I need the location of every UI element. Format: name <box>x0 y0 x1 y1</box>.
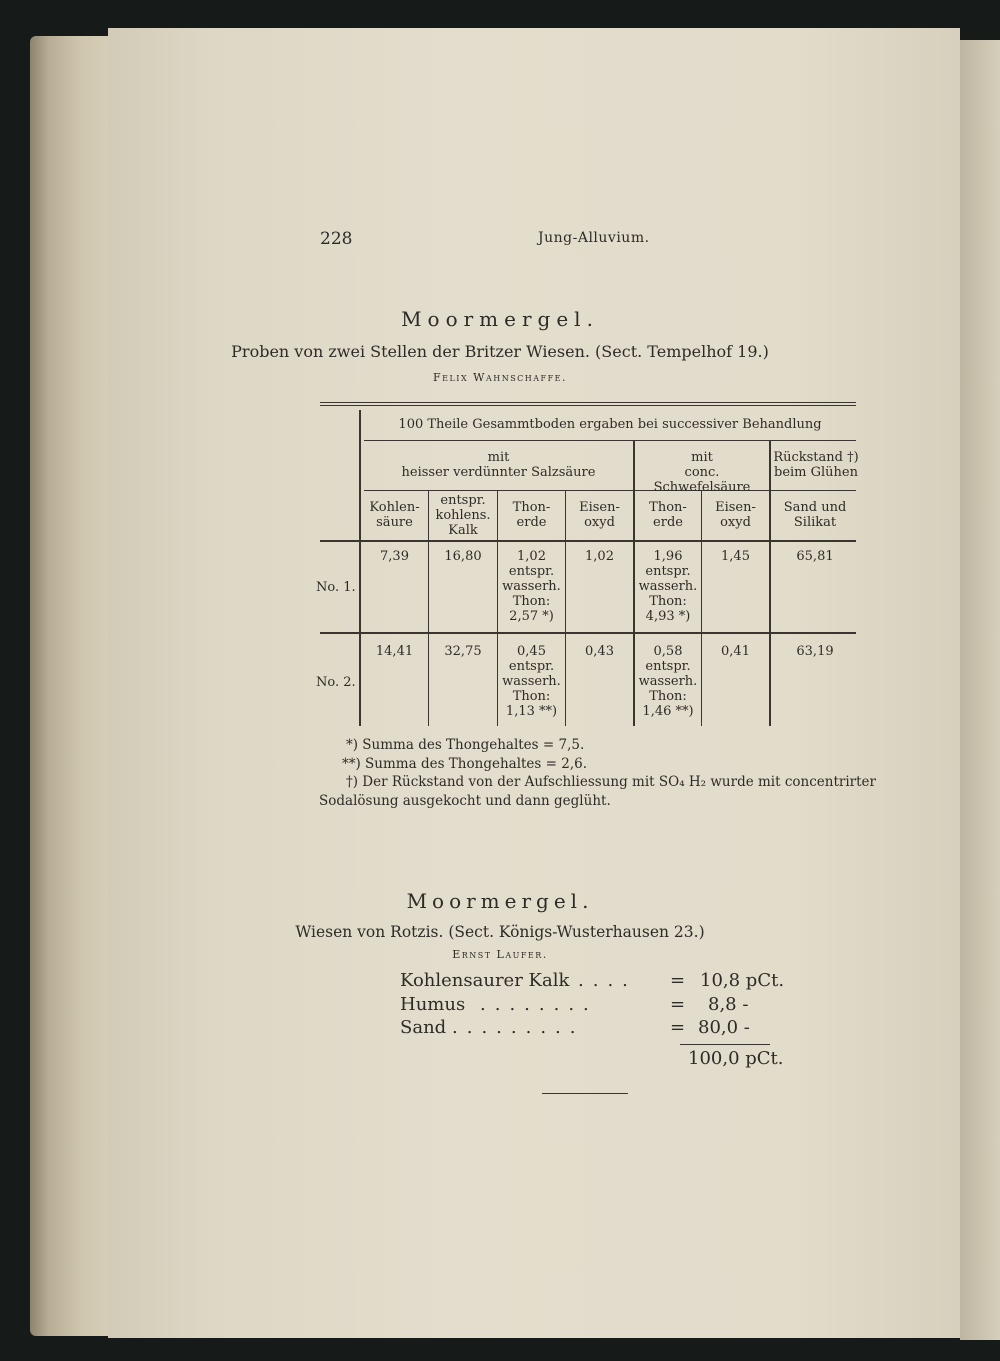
col-header-line: erde <box>653 515 683 530</box>
table-top-rule-double <box>320 405 856 406</box>
item-dots: .... <box>578 970 637 991</box>
col-header-line: oxyd <box>584 515 615 530</box>
row1-eisenoxyd-schwefel: 1,45 <box>721 549 750 564</box>
group-schwefelsaeure-line2: conc. Schwefelsäure <box>653 465 751 495</box>
cell-line: 1,02 <box>517 549 546 564</box>
running-head: Jung-Alluvium. <box>538 230 650 246</box>
sum-rule <box>680 1044 770 1045</box>
end-rule <box>542 1093 628 1094</box>
col-header-line: kohlens. <box>435 508 491 523</box>
col-header-line: säure <box>376 515 413 530</box>
cell-line: 1,13 **) <box>505 704 558 719</box>
item-name: Kohlensaurer Kalk <box>400 970 570 991</box>
cell-line: entspr. <box>645 564 691 579</box>
item-dots: ......... <box>452 1017 585 1038</box>
cell-line: 2,57 *) <box>509 609 554 624</box>
rule-col6 <box>769 440 771 726</box>
cell-line: 1,96 <box>653 549 683 564</box>
col-header-sand <box>771 500 859 530</box>
cell-line: wasserh. <box>638 674 698 689</box>
item-value: 10,8 pCt. <box>700 970 785 991</box>
cell-line: Thon: <box>649 689 687 704</box>
total-value: 100,0 pCt. <box>688 1048 784 1069</box>
cell-line: 0,45 <box>517 644 546 659</box>
cell-line: 4,93 *) <box>645 609 691 624</box>
col-header-line: Kohlen- <box>369 500 420 515</box>
section1-author: Felix Wahnschaffe. <box>433 371 567 384</box>
cell-line: Thon: <box>649 594 687 609</box>
col-header-line: Thon- <box>512 500 551 515</box>
section1-subtitle: Proben von zwei Stellen der Britzer Wiesen. (Sect. Tempelhof 19.) <box>231 342 769 361</box>
section2-subtitle: Wiesen von Rotzis. (Sect. Königs-Wusterhausen 23.) <box>295 923 705 941</box>
rule-under-top-header <box>364 440 856 441</box>
group-rueckstand-line2: beim Glühen <box>774 465 858 480</box>
col-header-line: oxyd <box>720 515 751 530</box>
row2-eisenoxyd-schwefel: 0,41 <box>721 644 750 659</box>
section1-title: Moormergel. <box>401 307 599 331</box>
cell-line: Thon: <box>512 689 551 704</box>
col-header-line: erde <box>516 515 547 530</box>
group-rueckstand-line1: Rückstand †) <box>773 450 859 465</box>
row2-eisenoxyd-salz: 0,43 <box>585 644 614 659</box>
row2-label: No. 2. <box>316 675 356 690</box>
cell-line: entspr. <box>645 659 691 674</box>
section2-author: Ernst Laufer. <box>452 948 548 961</box>
cell-line: entspr. <box>508 659 555 674</box>
item-equals: = <box>670 1017 686 1038</box>
item-equals: = <box>670 970 686 991</box>
item-dots: ........ <box>480 994 598 1015</box>
rule-under-groups <box>364 490 856 491</box>
page-number: 228 <box>320 229 353 249</box>
col-header-kalk <box>429 493 497 538</box>
rule-between-rows <box>320 632 856 634</box>
item-value: 8,8 - <box>708 994 749 1015</box>
row1-thonerde-schwefel <box>635 549 701 624</box>
footnote-3: †) Der Rückstand von der Aufschliessung mit SO₄ H₂ wurde mit concentrirter <box>346 774 876 790</box>
rule-under-columns <box>320 540 856 542</box>
table-top-rule <box>320 402 856 403</box>
col-header-eisenoxyd-schwefel <box>702 500 769 530</box>
row1-kohlensaeure: 7,39 <box>380 549 409 564</box>
section2-title: Moormergel. <box>406 889 594 913</box>
item-equals: = <box>670 994 686 1015</box>
col-header-thonerde-salz <box>498 500 565 530</box>
col-header-kohlensaeure <box>361 500 428 530</box>
footnote-2: **) Summa des Thongehaltes = 2,6. <box>342 756 588 772</box>
item-name: Humus <box>400 994 466 1015</box>
item-name: Sand <box>400 1017 447 1038</box>
footnote-3-cont: Sodalösung ausgekocht und dann geglüht. <box>319 793 611 809</box>
col-header-line: Sand und <box>783 500 847 515</box>
row1-kalk: 16,80 <box>444 549 482 564</box>
cell-line: wasserh. <box>638 579 698 594</box>
cell-line: 1,46 **) <box>642 704 694 719</box>
row1-eisenoxyd-salz: 1,02 <box>585 549 614 564</box>
group-salzsaeure-line1: mit <box>487 450 510 465</box>
group-schwefelsaeure-line1: mit <box>691 450 713 465</box>
cell-line: wasserh. <box>502 674 561 689</box>
row2-kohlensaeure: 14,41 <box>375 644 414 659</box>
row1-label: No. 1. <box>316 580 356 595</box>
item-value: 80,0 - <box>698 1017 750 1038</box>
col-header-line: entspr. <box>440 493 486 508</box>
row1-sand: 65,81 <box>796 549 834 564</box>
footnote-1: *) Summa des Thongehaltes = 7,5. <box>346 737 585 753</box>
group-schwefelsaeure <box>635 450 769 495</box>
cell-line: Thon: <box>512 594 551 609</box>
row2-thonerde-salz <box>498 644 565 719</box>
row2-thonerde-schwefel <box>635 644 701 719</box>
cell-line: 0,58 <box>653 644 683 659</box>
table-top-header: 100 Theile Gesammtboden ergaben bei successiver Behandlung <box>398 417 822 432</box>
row2-sand: 63,19 <box>796 644 834 659</box>
col-header-eisenoxyd-salz <box>566 500 633 530</box>
row2-kalk: 32,75 <box>444 644 482 659</box>
col-header-line: Eisen- <box>579 500 620 515</box>
col-header-line: Kalk <box>448 523 478 538</box>
cell-line: entspr. <box>508 564 555 579</box>
group-rueckstand <box>771 450 861 480</box>
cell-line: wasserh. <box>502 579 561 594</box>
group-salzsaeure-line2: heisser verdünnter Salzsäure <box>401 465 596 480</box>
col-header-line: Silikat <box>793 515 837 530</box>
group-salzsaeure <box>364 450 633 480</box>
row1-thonerde-salz <box>498 549 565 624</box>
col-header-line: Thon- <box>649 500 687 515</box>
col-header-thonerde-schwefel <box>635 500 701 530</box>
col-header-line: Eisen- <box>715 500 756 515</box>
